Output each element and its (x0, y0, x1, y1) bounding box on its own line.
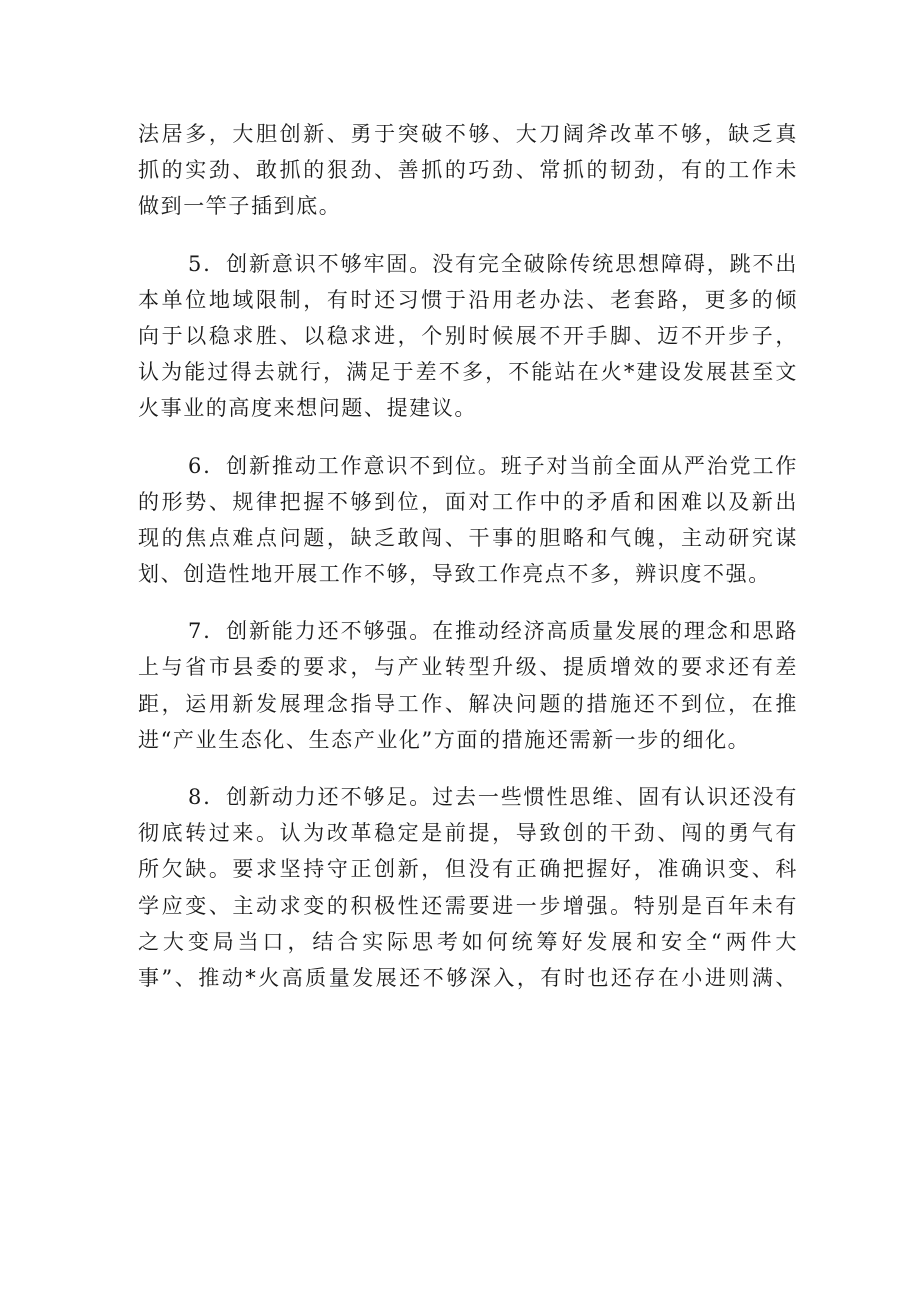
text-line: 事”、推动*火高质量发展还不够深入，有时也还存在小进则满、 (138, 965, 798, 990)
text-line: 抓的实劲、敢抓的狠劲、善抓的巧劲、常抓的韧劲，有的工作未 (138, 158, 798, 183)
text-line: 认为能过得去就行，满足于差不多，不能站在火*建设发展甚至文 (138, 360, 798, 385)
text-line: 所欠缺。要求坚持守正创新，但没有正确把握好，准确识变、科 (138, 857, 798, 882)
text-line: 上与省市县委的要求，与产业转型升级、提质增效的要求还有差 (138, 655, 798, 680)
text-line: 8．创新动力还不够足。过去一些惯性思维、固有认识还没有 (188, 785, 798, 809)
paragraph-item-6 (138, 448, 798, 593)
text-line: 划、创造性地开展工作不够，导致工作亮点不多，辨识度不强。 (138, 562, 771, 587)
text-line: 7．创新能力还不够强。在推动经济高质量发展的理念和思路 (188, 619, 798, 644)
text-line: 学应变、主动求变的积极性还需要进一步增强。特别是百年未有 (138, 893, 798, 918)
text-line: 6．创新推动工作意识不到位。班子对当前全面从严治党工作 (188, 453, 798, 478)
paragraph-continuation (138, 116, 798, 225)
text-line: 本单位地域限制，有时还习惯于沿用老办法、老套路，更多的倾 (138, 287, 798, 312)
text-line: 火事业的高度来想问题、提建议。 (138, 396, 477, 421)
text-line: 彻底转过来。认为改革稳定是前提，导致创的干劲、闯的勇气有 (138, 821, 798, 846)
text-line: 向于以稳求胜、以稳求进，个别时候展不开手脚、迈不开步子， (138, 323, 798, 348)
text-line: 5．创新意识不够牢固。没有完全破除传统思想障碍，跳不出 (188, 251, 798, 276)
paragraph-item-5 (138, 246, 798, 427)
document-body (138, 116, 798, 996)
paragraph-item-7 (138, 613, 798, 758)
text-line: 法居多，大胆创新、勇于突破不够、大刀阔斧改革不够，缺乏真 (138, 122, 798, 146)
text-line: 现的焦点难点问题，缺乏敢闯、干事的胆略和气魄，主动研究谋 (138, 525, 798, 550)
text-line: 做到一竿子插到底。 (138, 194, 342, 219)
text-line: 之大变局当口，结合实际思考如何统筹好发展和安全“两件大 (138, 929, 798, 954)
text-line: 进“产业生态化、生态产业化”方面的措施还需新一步的细化。 (138, 727, 751, 752)
paragraph-item-8 (138, 779, 798, 996)
text-line: 的形势、规律把握不够到位，面对工作中的矛盾和困难以及新出 (138, 489, 798, 514)
text-line: 距，运用新发展理念指导工作、解决问题的措施还不到位，在推 (138, 691, 798, 716)
